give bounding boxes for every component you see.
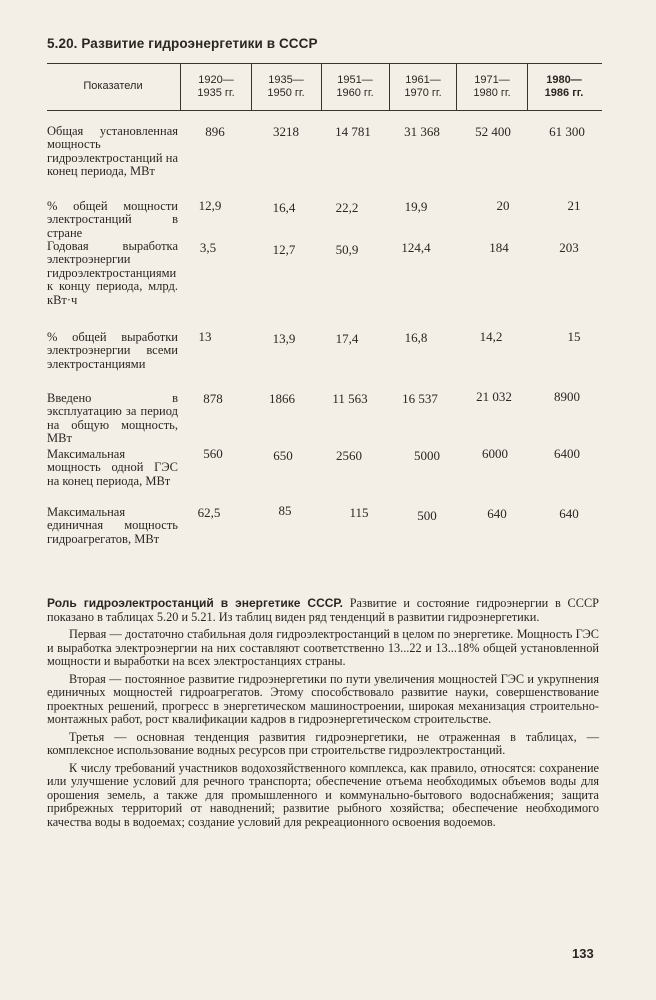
body-text	[47, 597, 599, 833]
header-indicators: Показатели	[83, 80, 143, 92]
table-cell: 124,4	[401, 240, 431, 255]
table-cell: 878	[203, 391, 223, 406]
table-cell: 3218	[273, 124, 299, 139]
table-cell: 2560	[336, 448, 362, 463]
table-cell: 62,5	[197, 505, 221, 520]
paragraph: Вторая — постоянное развитие гидроэнергетики по пути увеличения мощностей ГЭС и укрупнения единичных мощностей гидроагрегатов. Этому способствовало развитие науки, совершенствование проектных решений, прогресс в энергетическом машиностроении, широкая механизация строительно-монтажных работ, рост квалификации кадров в гидроэнергетическом строительстве.	[47, 671, 599, 726]
row-label: Введено в эксплуатацию за период на общую мощность, МВт	[47, 391, 178, 446]
table-cell: 21	[567, 198, 581, 213]
table-cell: 19,9	[404, 199, 428, 214]
header-period: 1935— 1950 гг.	[267, 74, 305, 99]
row-label: Максимальная единичная мощность гидроагрегатов, МВт	[47, 505, 178, 546]
table-cell: 52 400	[475, 124, 511, 139]
table-cell: 22,2	[335, 200, 359, 215]
row-label: Общая установленная мощность гидроэлектростанций на конец периода, МВт	[47, 124, 178, 179]
header-period: 1980— 1986 гг.	[544, 74, 584, 99]
table-cell: 16 537	[402, 391, 438, 406]
table-cell: 13,9	[272, 331, 296, 346]
table-top-rule	[47, 63, 602, 64]
table-cell: 184	[489, 240, 509, 255]
page-number: 133	[572, 946, 594, 961]
paragraph	[47, 597, 599, 624]
paragraph-text: Развитие и состояние гидроэнергии в СССР показано в таблицах 5.20 и 5.21. Из таблиц виден ряд тенденций в развитии гидроэнергетики.	[47, 596, 599, 624]
table-cell: 640	[559, 506, 579, 521]
table-cell: 11 563	[332, 391, 368, 406]
table-cell: 15	[567, 329, 581, 344]
table-cell: 14,2	[479, 329, 503, 344]
table-header-rule	[47, 110, 602, 111]
table-cell: 115	[349, 505, 369, 520]
table-cell: 14 781	[335, 124, 371, 139]
table-cell: 5000	[414, 448, 440, 463]
table-cell: 13	[198, 329, 212, 344]
table-cell: 21 032	[476, 389, 512, 404]
table-cell: 12,9	[198, 198, 222, 213]
table-cell: 650	[273, 448, 293, 463]
header-period: 1971— 1980 гг.	[473, 74, 511, 99]
header-period: 1920— 1935 гг.	[197, 74, 235, 99]
header-period: 1961— 1970 гг.	[404, 74, 442, 99]
table-cell: 20	[496, 198, 510, 213]
table-cell: 17,4	[335, 331, 359, 346]
table-cell: 50,9	[335, 242, 359, 257]
table-cell: 8900	[554, 389, 580, 404]
table-cell: 85	[278, 503, 292, 518]
table-cell: 560	[203, 446, 223, 461]
table-cell: 16,4	[272, 200, 296, 215]
table-cell: 3,5	[199, 240, 217, 255]
row-label: Годовая выработка электроэнергии гидроэлектростанциями к концу периода, млрд. кВт·ч	[47, 239, 178, 307]
row-label: Максимальная мощность одной ГЭС на конец периода, МВт	[47, 447, 178, 488]
table-cell: 896	[205, 124, 225, 139]
table-cell: 61 300	[549, 124, 585, 139]
paragraph: К числу требований участников водохозяйственного комплекса, как правило, относятся: сохранение или улучшение условий для речного транспорта; обеспечение отъема необходимых объемов воды для орошения земель, а также для промышленного и коммунально-бытового водоснабжения; защита прибрежных территорий от наводнений; развитие рыбного хозяйства; обеспечение необходимого качества воды в водоемах; создание условий для рекреационного освоения водоемов.	[47, 760, 599, 829]
paragraph: Первая — достаточно стабильная доля гидроэлектростанций в целом по энергетике. Мощность ГЭС и выработка электроэнергии на них составляют соответственно 13...22 и 13...18% общей установленной мощности и выработки на всех электростанциях страны.	[47, 627, 599, 668]
row-label: % общей выработки электроэнергии всеми электростанциями	[47, 330, 178, 371]
table-cell: 6400	[554, 446, 580, 461]
header-period: 1951— 1960 гг.	[336, 74, 374, 99]
table-cell: 500	[417, 508, 437, 523]
row-label: % общей мощности электростанций в стране	[47, 199, 178, 240]
table-cell: 1866	[269, 391, 295, 406]
table-caption: 5.20. Развитие гидроэнергетики в СССР	[47, 36, 318, 51]
column-divider	[180, 64, 181, 110]
paragraph: Третья — основная тенденция развития гидроэнергетики, не отраженная в таблицах, — комплексное использование водных ресурсов при строительстве гидроэлектростанций.	[47, 729, 599, 757]
table-cell: 203	[559, 240, 579, 255]
section-heading: Роль гидроэлектростанций в энергетике СССР.	[47, 596, 343, 610]
table-cell: 6000	[482, 446, 508, 461]
table-cell: 31 368	[404, 124, 440, 139]
table-cell: 12,7	[272, 242, 296, 257]
table-cell: 16,8	[404, 330, 428, 345]
table-cell: 640	[487, 506, 507, 521]
